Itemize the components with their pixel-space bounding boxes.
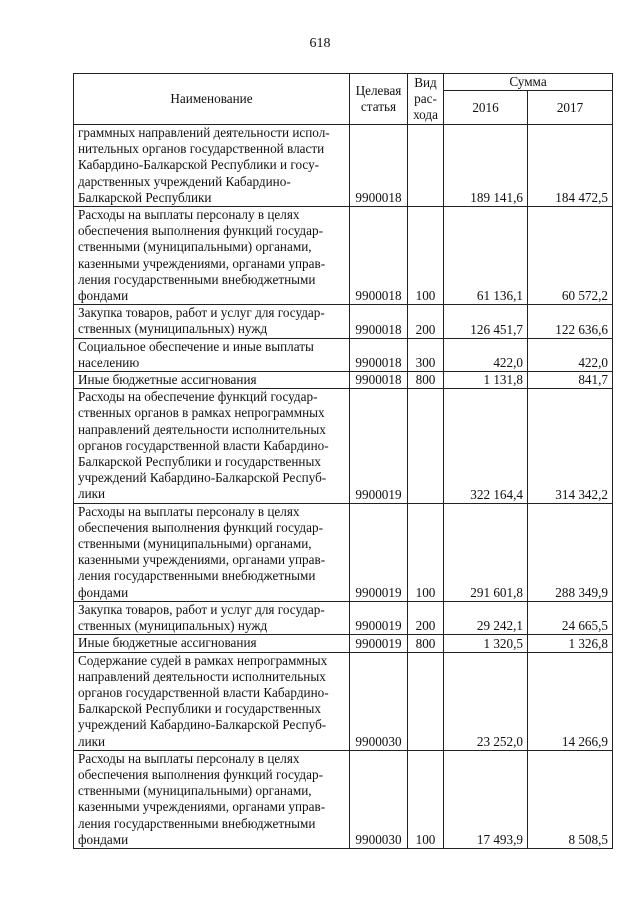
row-type: 800: [408, 372, 444, 389]
row-name: Расходы на обеспечение функций государ- ственных органов в рамках непрограммных направлений деятельности исполнительных органов государственной власти Кабардино- Балкарской Республики и государственных учреждений Кабардино-Балкарской Респуб- лики: [74, 389, 350, 503]
table-row: [74, 372, 613, 389]
row-sum-2017: 841,7: [528, 372, 613, 389]
table-row: [74, 305, 613, 338]
row-type: 100: [408, 503, 444, 601]
row-type: [408, 389, 444, 503]
row-type: 800: [408, 635, 444, 652]
row-sum-2016: 291 601,8: [444, 503, 528, 601]
header-year-2016: 2016: [444, 91, 528, 125]
row-code: 9900018: [350, 338, 408, 371]
row-sum-2017: 314 342,2: [528, 389, 613, 503]
row-code: 9900019: [350, 389, 408, 503]
row-name: Расходы на выплаты персоналу в целях обеспечения выполнения функций государ- ственными (муниципальными) органами, казенными учреждениями, органами управ- ления государственными внебюджетными фондами: [74, 750, 350, 848]
row-type: 200: [408, 305, 444, 338]
row-sum-2016: 1 320,5: [444, 635, 528, 652]
header-year-2017: 2017: [528, 91, 613, 125]
row-name: Содержание судей в рамках непрограммных направлений деятельности исполнительных органов государственной власти Кабардино- Балкарской Республики и государственных учреждений Кабардино-Балкарской Респуб- лики: [74, 652, 350, 750]
row-type: [408, 652, 444, 750]
table-row: [74, 652, 613, 750]
row-sum-2017: 60 572,2: [528, 207, 613, 305]
row-type: 100: [408, 750, 444, 848]
row-sum-2017: 1 326,8: [528, 635, 613, 652]
row-sum-2017: 288 349,9: [528, 503, 613, 601]
row-type: 300: [408, 338, 444, 371]
budget-table: [73, 73, 613, 849]
row-sum-2016: 1 131,8: [444, 372, 528, 389]
row-sum-2017: 184 472,5: [528, 125, 613, 207]
row-sum-2017: 14 266,9: [528, 652, 613, 750]
row-code: 9900019: [350, 601, 408, 634]
table-row: [74, 635, 613, 652]
row-name: Расходы на выплаты персоналу в целях обеспечения выполнения функций государ- ственными (муниципальными) органами, казенными учреждениями, органами управ- ления государственными внебюджетными фондами: [74, 503, 350, 601]
row-name: Расходы на выплаты персоналу в целях обеспечения выполнения функций государ- ственными (муниципальными) органами, казенными учреждениями, органами управ- ления государственными внебюджетными фондами: [74, 207, 350, 305]
table-row: [74, 207, 613, 305]
header-sum: Сумма: [444, 74, 613, 91]
row-sum-2016: 126 451,7: [444, 305, 528, 338]
row-sum-2016: 189 141,6: [444, 125, 528, 207]
row-name: Закупка товаров, работ и услуг для государ- ственных (муниципальных) нужд: [74, 601, 350, 634]
table-row: [74, 750, 613, 848]
row-sum-2016: 17 493,9: [444, 750, 528, 848]
row-code: 9900019: [350, 635, 408, 652]
row-code: 9900018: [350, 207, 408, 305]
row-sum-2017: 122 636,6: [528, 305, 613, 338]
header-name: Наименование: [74, 74, 350, 125]
table-row: [74, 601, 613, 634]
row-code: 9900030: [350, 652, 408, 750]
row-sum-2016: 23 252,0: [444, 652, 528, 750]
table-row: [74, 389, 613, 503]
row-sum-2016: 422,0: [444, 338, 528, 371]
table-row: [74, 125, 613, 207]
row-code: 9900030: [350, 750, 408, 848]
row-name: граммных направлений деятельности испол- нительных органов государственной власти Кабардино-Балкарской Республики и госу- дарственных учреждений Кабардино- Балкарской Республики: [74, 125, 350, 207]
row-sum-2016: 322 164,4: [444, 389, 528, 503]
row-name: Закупка товаров, работ и услуг для государ- ственных (муниципальных) нужд: [74, 305, 350, 338]
row-name: Иные бюджетные ассигнования: [74, 372, 350, 389]
page-number: 618: [309, 36, 331, 51]
row-type: [408, 125, 444, 207]
row-code: 9900019: [350, 503, 408, 601]
row-name: Социальное обеспечение и иные выплаты населению: [74, 338, 350, 371]
row-code: 9900018: [350, 305, 408, 338]
table-row: [74, 338, 613, 371]
row-sum-2016: 29 242,1: [444, 601, 528, 634]
row-name: Иные бюджетные ассигнования: [74, 635, 350, 652]
table-row: [74, 503, 613, 601]
header-row: [74, 74, 613, 91]
header-code: Целевая статья: [350, 74, 408, 125]
row-type: 200: [408, 601, 444, 634]
header-type: Вид рас-хода: [408, 74, 444, 125]
row-sum-2017: 24 665,5: [528, 601, 613, 634]
row-code: 9900018: [350, 372, 408, 389]
row-sum-2016: 61 136,1: [444, 207, 528, 305]
row-type: 100: [408, 207, 444, 305]
row-code: 9900018: [350, 125, 408, 207]
row-sum-2017: 8 508,5: [528, 750, 613, 848]
row-sum-2017: 422,0: [528, 338, 613, 371]
